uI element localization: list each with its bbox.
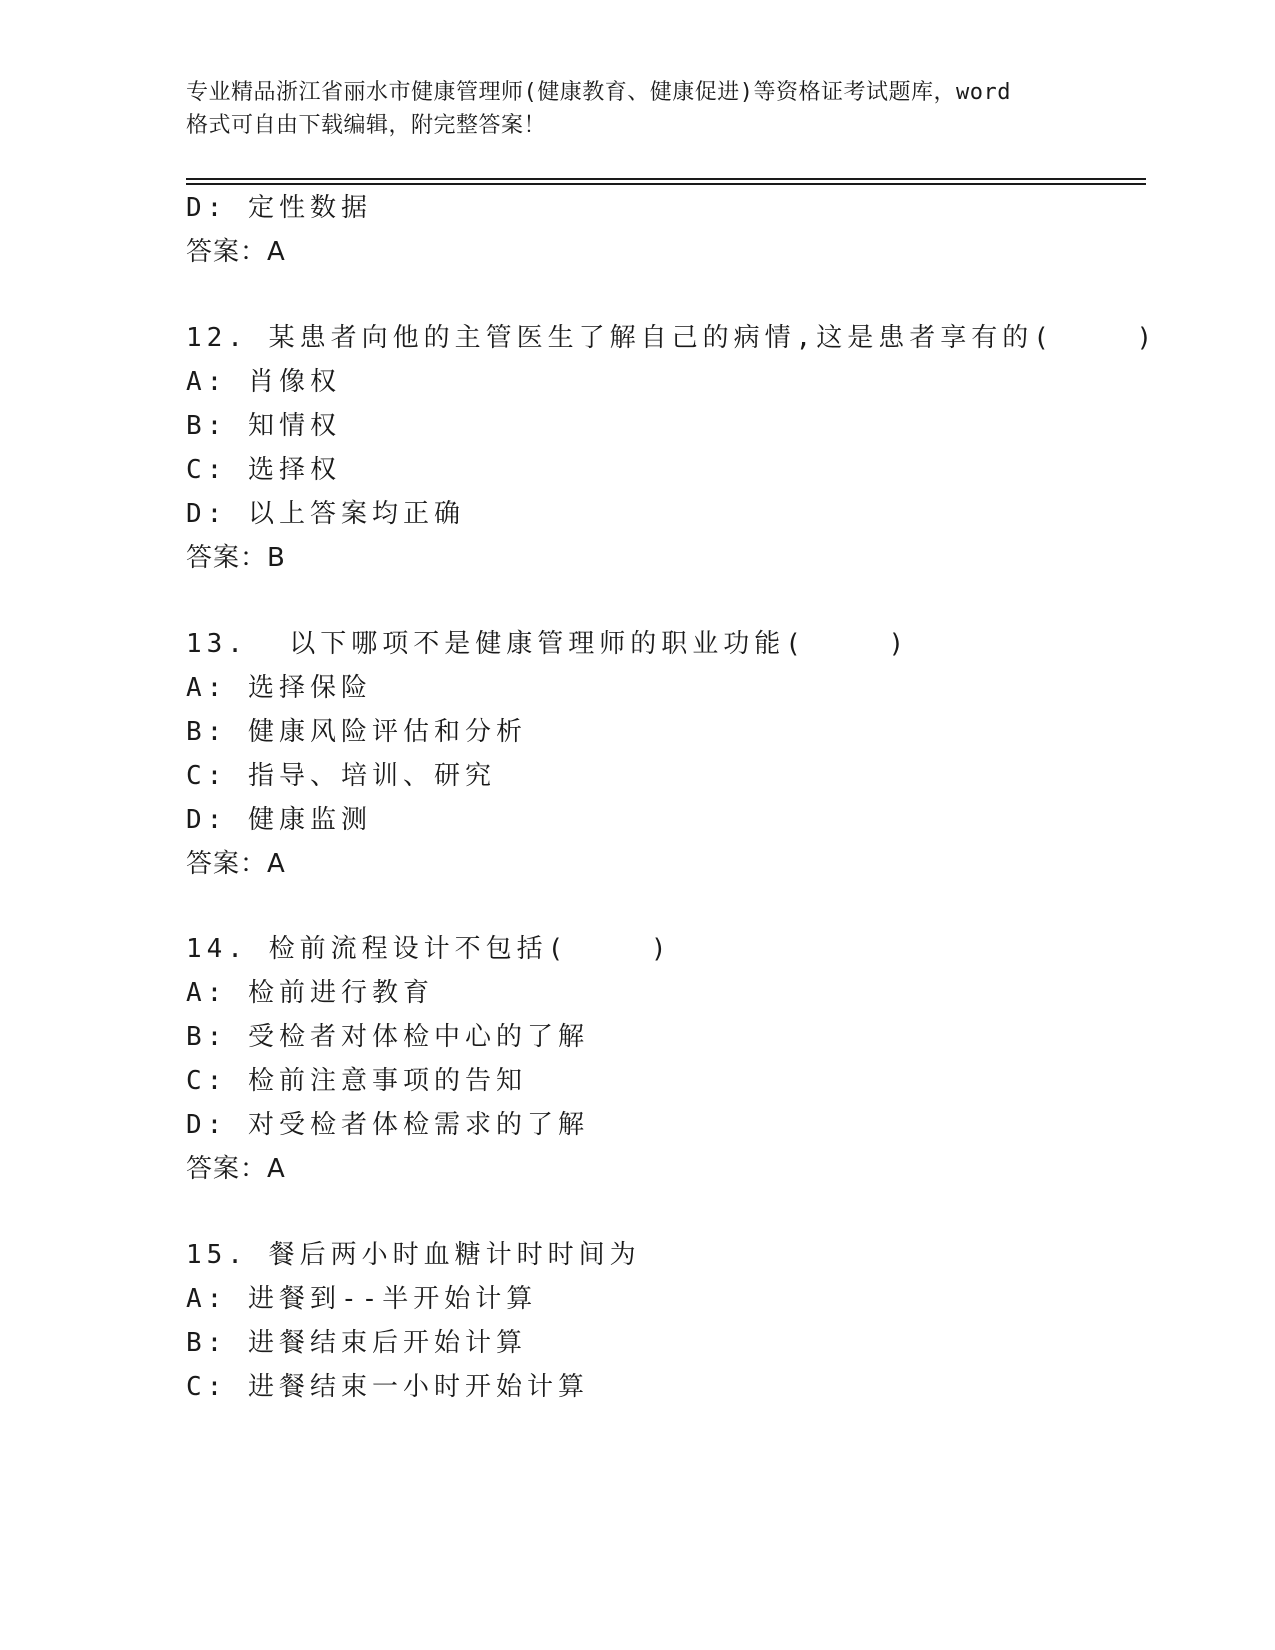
question-12-answer: 答案：B bbox=[186, 543, 286, 573]
question-14-option-a: A: 检前进行教育 bbox=[186, 978, 434, 1008]
question-13-stem: 13. 以下哪项不是健康管理师的职业功能( ) bbox=[186, 629, 910, 659]
question-12-option-c: C: 选择权 bbox=[186, 455, 341, 485]
question-13-option-d: D: 健康监测 bbox=[186, 805, 372, 835]
header-line-1: 专业精品浙江省丽水市健康管理师(健康教育、健康促进)等资格证考试题库，word bbox=[186, 80, 1011, 105]
header-divider-top bbox=[186, 178, 1146, 180]
prev-answer: 答案：A bbox=[186, 237, 286, 267]
document-header bbox=[186, 76, 1086, 142]
header-line-2: 格式可自由下载编辑，附完整答案！ bbox=[186, 113, 547, 138]
header-divider-bottom bbox=[186, 183, 1146, 185]
question-14-stem: 14. 检前流程设计不包括( ) bbox=[186, 934, 672, 964]
prev-option-d: D: 定性数据 bbox=[186, 193, 372, 223]
question-13-option-a: A: 选择保险 bbox=[186, 673, 372, 703]
question-15-option-b: B: 进餐结束后开始计算 bbox=[186, 1328, 527, 1358]
question-12-option-d: D: 以上答案均正确 bbox=[186, 499, 465, 529]
question-14-answer: 答案：A bbox=[186, 1154, 286, 1184]
question-15-option-a: A: 进餐到--半开始计算 bbox=[186, 1284, 538, 1314]
question-15-option-c: C: 进餐结束一小时开始计算 bbox=[186, 1372, 589, 1402]
question-13-option-c: C: 指导、培训、研究 bbox=[186, 761, 496, 791]
question-14-option-c: C: 检前注意事项的告知 bbox=[186, 1066, 527, 1096]
question-12-option-a: A: 肖像权 bbox=[186, 367, 341, 397]
question-14-option-b: B: 受检者对体检中心的了解 bbox=[186, 1022, 589, 1052]
question-15-stem: 15. 餐后两小时血糖计时时间为 bbox=[186, 1240, 641, 1270]
question-12-option-b: B: 知情权 bbox=[186, 411, 341, 441]
question-12-stem: 12. 某患者向他的主管医生了解自己的病情,这是患者享有的( ) bbox=[186, 323, 1158, 353]
question-14-option-d: D: 对受检者体检需求的了解 bbox=[186, 1110, 589, 1140]
question-13-option-b: B: 健康风险评估和分析 bbox=[186, 717, 527, 747]
question-13-answer: 答案：A bbox=[186, 849, 286, 879]
